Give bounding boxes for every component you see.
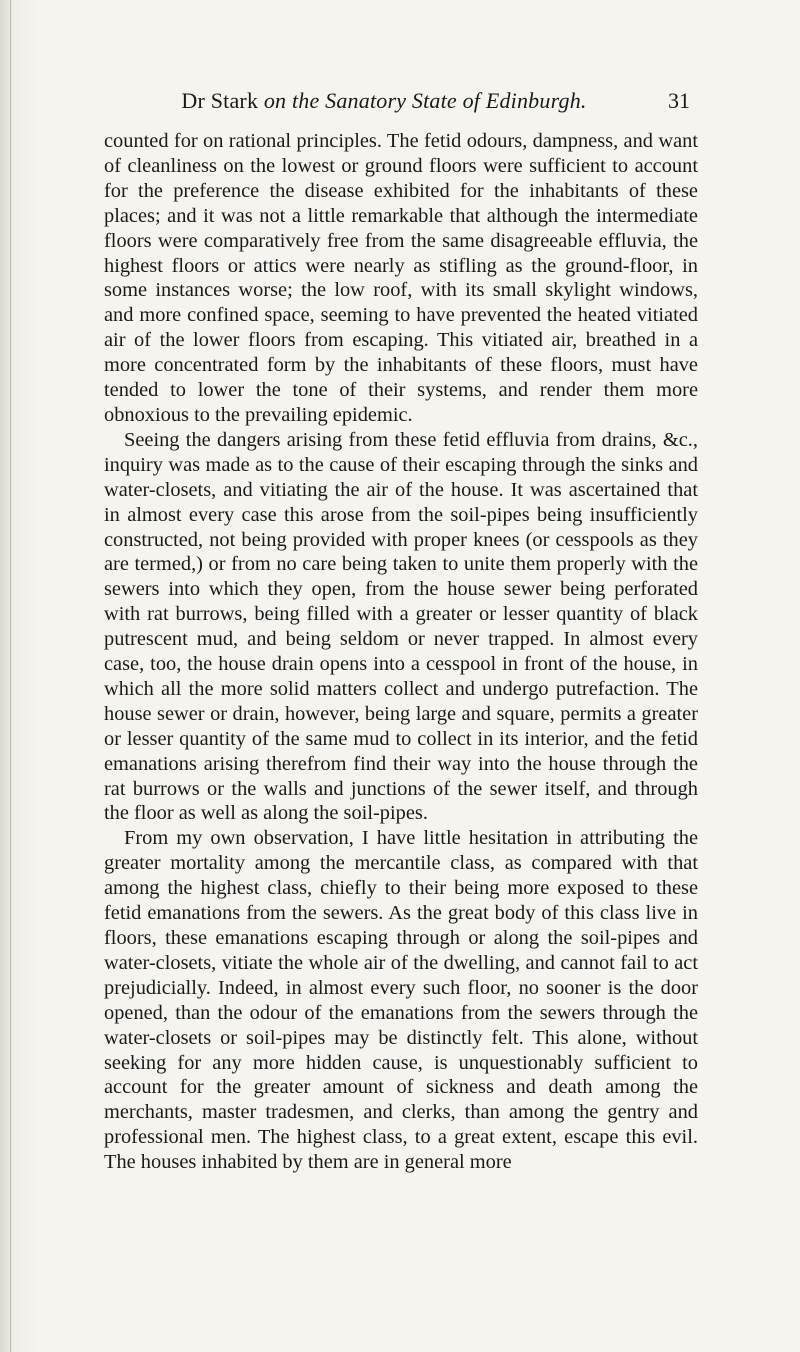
running-head-of: of [462, 88, 481, 113]
running-head [104, 88, 664, 114]
page-number: 31 [668, 88, 690, 113]
running-head-place: Edinburgh. [485, 88, 587, 113]
running-head-author: Dr Stark [181, 88, 259, 113]
body-text [104, 129, 698, 1175]
paragraph-2: Seeing the dangers arising from these fetid effluvia from drains, &c., inquiry was made as to the cause of their escaping through the sinks and water-closets, and vitiating the air of the house. It was ascertained that in almost every case this arose from the soil-pipes being insufficiently constructed, not being provided with proper knees (or cesspools as they are termed,) or from no care being taken to unite them properly with the sewers into which they open, from the house sewer being perforated with rat burrows, being filled with a greater or lesser quantity of black putrescent mud, and being seldom or never trapped. In almost every case, too, the house drain opens into a cesspool in front of the house, in which all the more solid matters collect and undergo putrefaction. The house sewer or drain, however, being large and square, permits a greater or lesser quantity of the same mud to collect in its interior, and the fetid emanations arising therefrom find their way into the house through the rat burrows or the walls and junctions of the sewer itself, and through the floor as well as along the soil-pipes. [104, 428, 698, 825]
paragraph-1: counted for on rational principles. The fetid odours, dampness, and want of cleanliness on the lowest or ground floors were sufficient to account for the preference the disease exhibited for the inhabitants of these places; and it was not a little remarkable that although the intermediate floors were comparatively free from the same disagreeable effluvia, the highest floors or attics were nearly as stifling as the ground-floor, in some instances worse; the low roof, with its small skylight windows, and more confined space, seeming to have prevented the heated vitiated air of the lower floors from escaping. This vitiated air, breathed in a more concentrated form by the inhabitants of these floors, must have tended to lower the tone of their systems, and render them more obnoxious to the prevailing epidemic. [104, 130, 698, 426]
page-gutter [10, 0, 11, 1352]
paragraph-3: From my own observation, I have little hesitation in attributing the greater mortality among the mercantile class, as compared with that among the highest class, chiefly to their being more exposed to these fetid emanations from the sewers. As the great body of this class live in floors, these emanations escaping through or along the soil-pipes and water-closets, vitiate the whole air of the dwelling, and cannot fail to act prejudicially. Indeed, in almost every such floor, no sooner is the door opened, than the odour of the emanations from the sewers through the water-closets or soil-pipes may be distinctly felt. This alone, without seeking for any more hidden cause, is unquestionably sufficient to account for the greater amount of sickness and death among the merchants, master tradesmen, and clerks, than among the gentry and professional men. The highest class, to a great extent, escape this evil. The houses inhabited by them are in general more [104, 827, 698, 1174]
running-head-title-1: Sanatory [325, 88, 407, 113]
running-head-title-2: State [411, 88, 457, 113]
running-head-connector: on the [263, 88, 320, 113]
page-header [0, 88, 800, 122]
